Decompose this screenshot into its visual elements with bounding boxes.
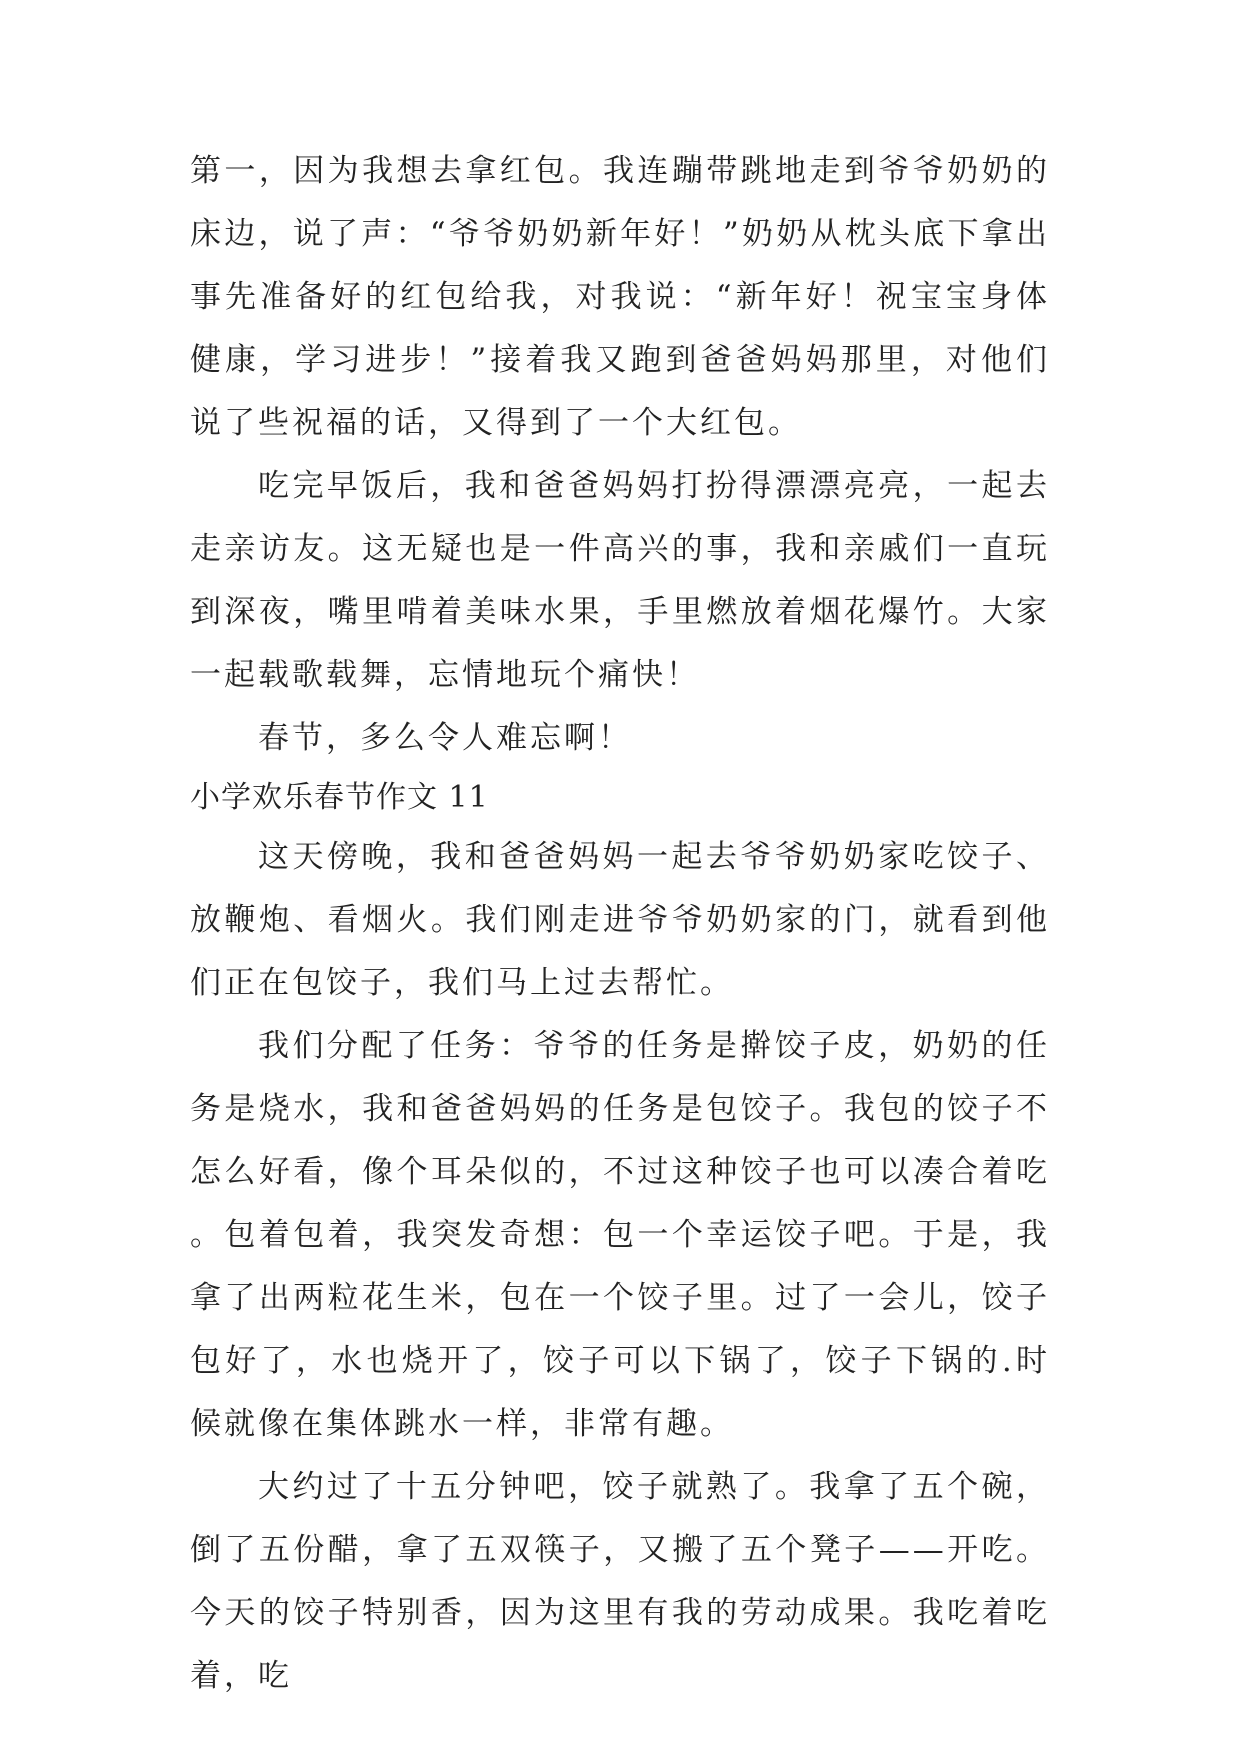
paragraph: 我们分配了任务：爷爷的任务是擀饺子皮，奶奶的任务是烧水，我和爸爸妈妈的任务是包饺子。我包的饺子不怎么好看，像个耳朵似的，不过这种饺子也可以凑合着吃 。包着包着，我突发奇想：包一个幸运饺子吧。于是，我拿了出两粒花生米，包在一个饺子里。过了一会儿，饺子包好了，水也烧开了，饺子可以下锅了，饺子下锅的.时候就像在集体跳水一样，非常有趣。 [190,1028,1050,1442]
paragraph: 大约过了十五分钟吧，饺子就熟了。我拿了五个碗，倒了五份醋，拿了五双筷子，又搬了五个凳子——开吃。今天的饺子特别香，因为这里有我的劳动成果。我吃着吃着，吃 [190,1469,1050,1694]
document-body [190,140,1050,1708]
paragraph: 吃完早饭后，我和爸爸妈妈打扮得漂漂亮亮，一起去走亲访友。这无疑也是一件高兴的事，我和亲戚们一直玩到深夜，嘴里啃着美味水果，手里燃放着烟花爆竹。大家一起载歌载舞，忘情地玩个痛快！ [190,468,1050,693]
paragraph: 春节，多么令人难忘啊！ [258,720,632,756]
section-title: 小学欢乐春节作文 11 [190,780,489,815]
paragraph: 这天傍晚，我和爸爸妈妈一起去爷爷奶奶家吃饺子、放鞭炮、看烟火。我们刚走进爷爷奶奶家的门，就看到他们正在包饺子，我们马上过去帮忙。 [190,839,1050,1001]
paragraph: 第一，因为我想去拿红包。我连蹦带跳地走到爷爷奶奶的床边，说了声：“爷爷奶奶新年好！”奶奶从枕头底下拿出事先准备好的红包给我，对我说：“新年好！祝宝宝身体健康，学习进步！”接着我又跑到爸爸妈妈那里，对他们说了些祝福的话，又得到了一个大红包。 [190,153,1050,441]
